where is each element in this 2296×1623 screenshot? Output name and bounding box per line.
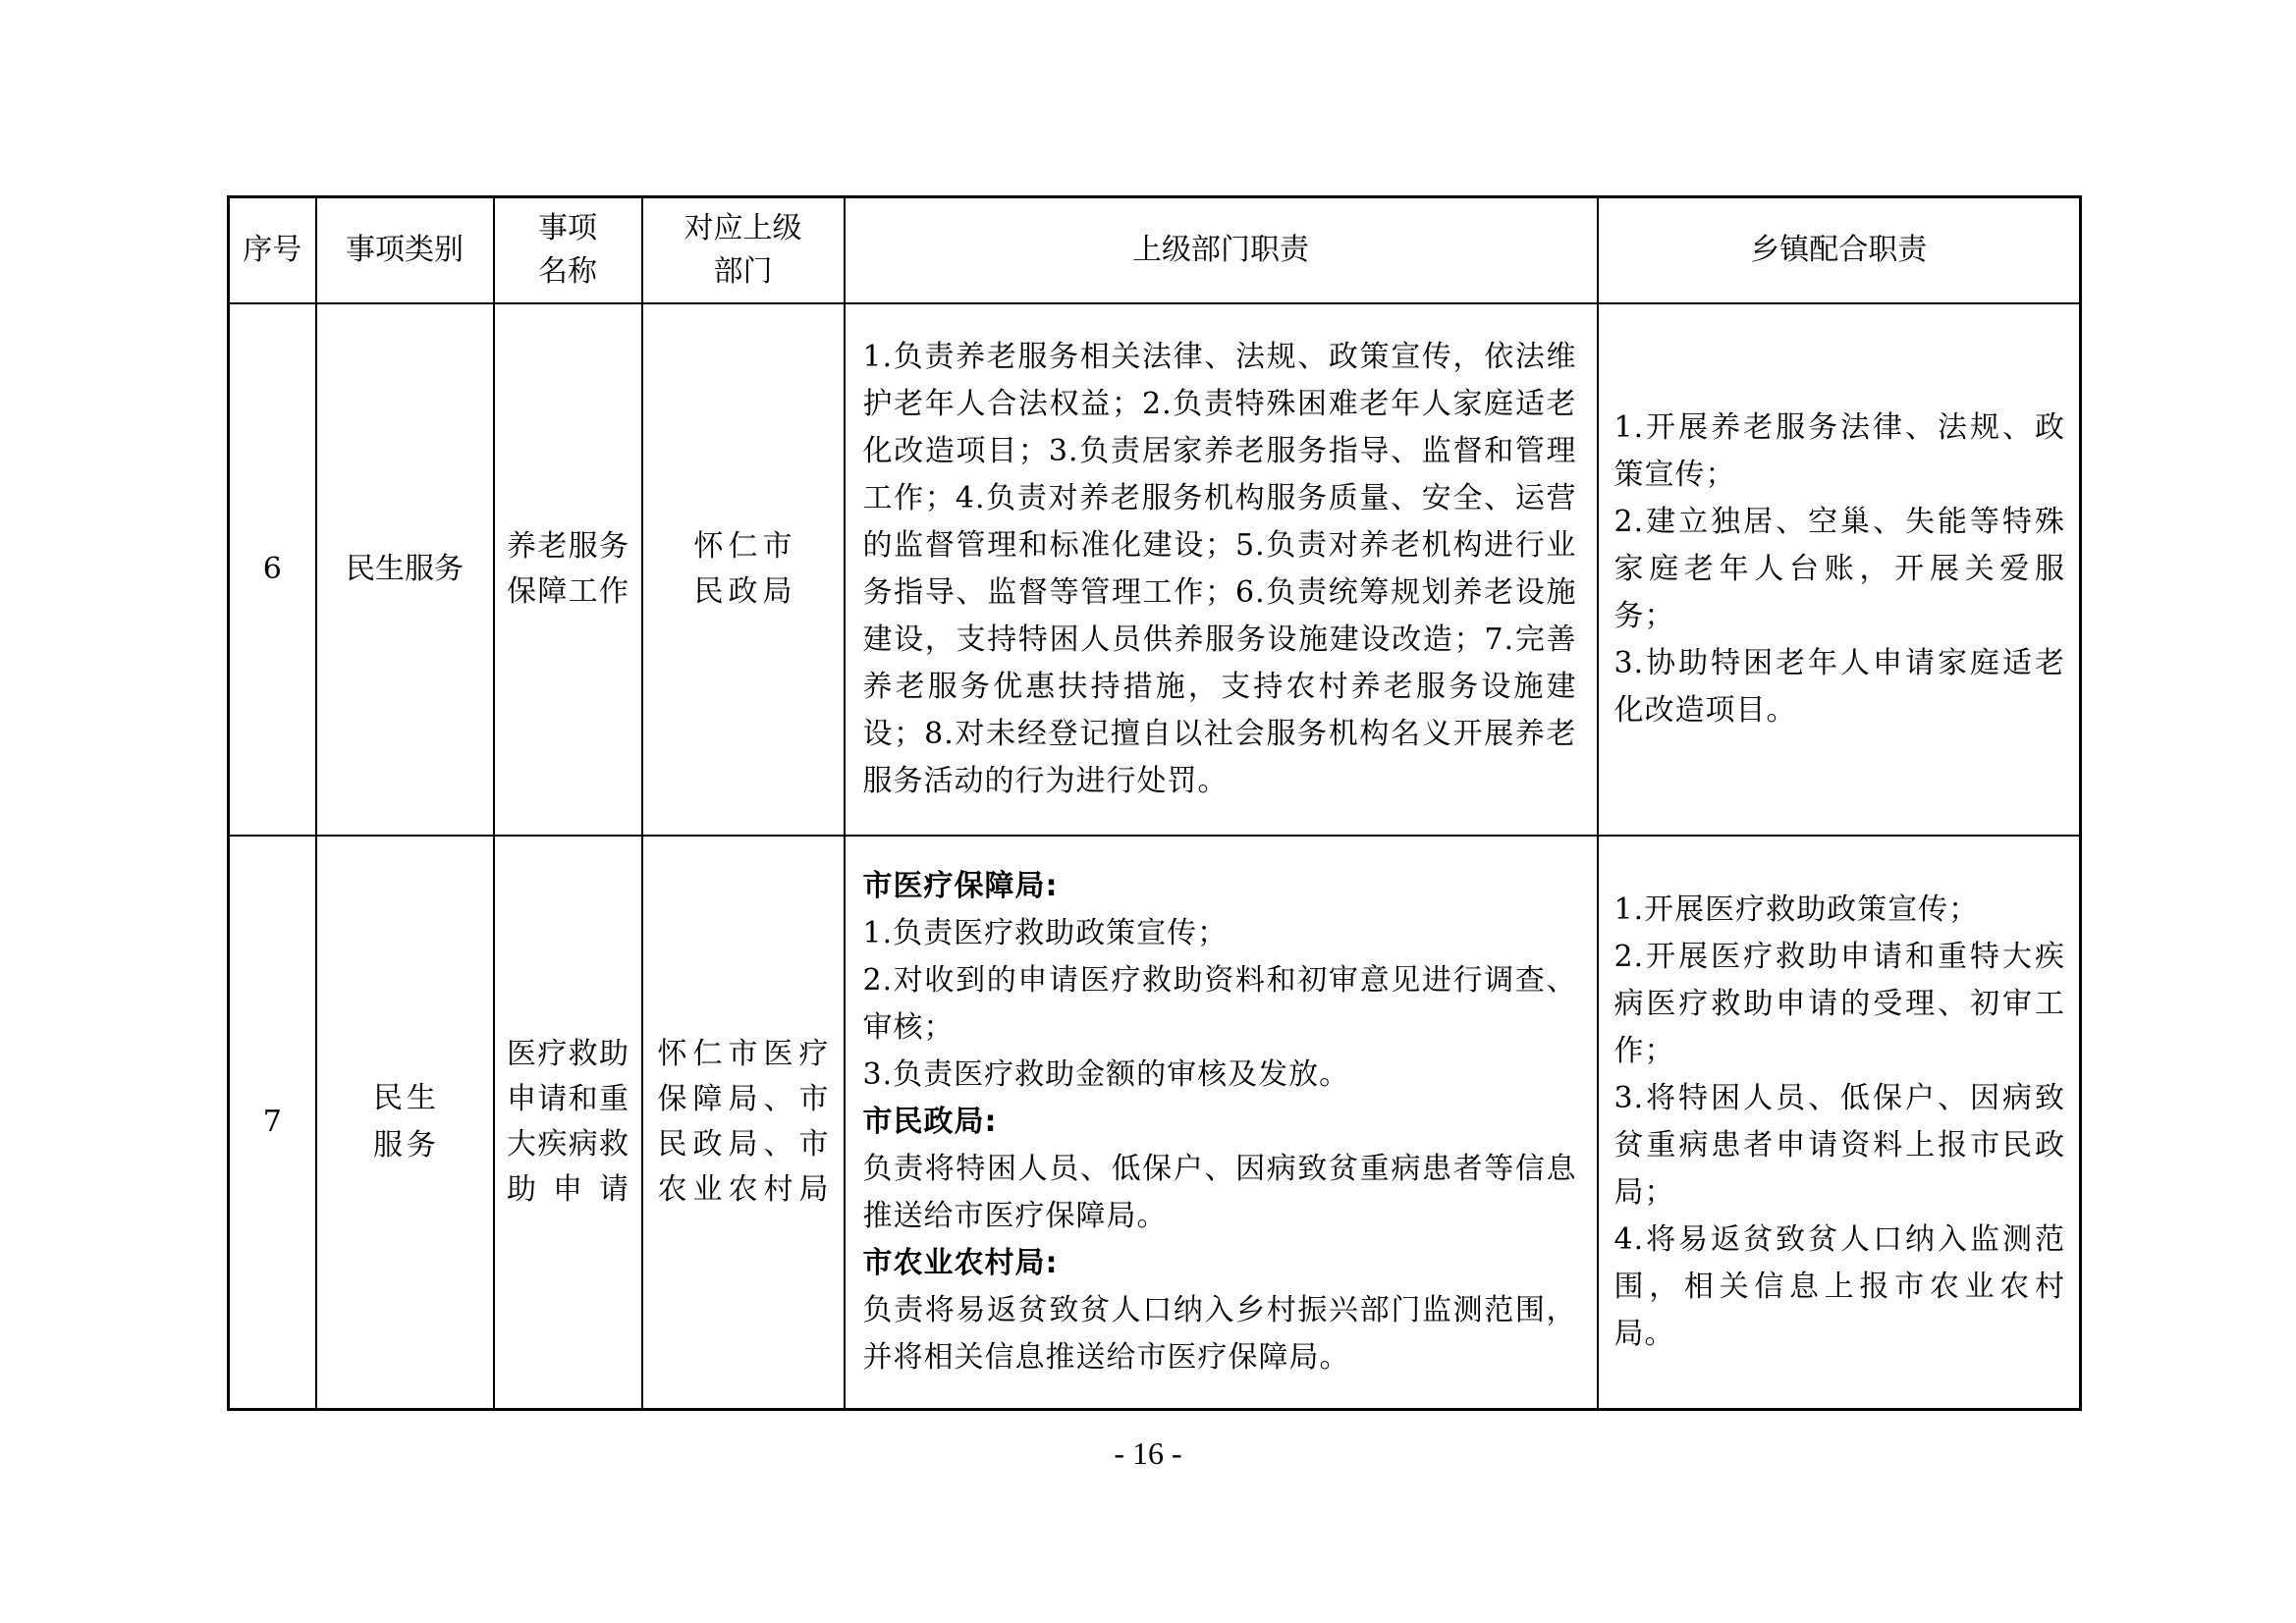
table-row (229, 303, 2081, 836)
cell-seq: 6 (229, 303, 316, 836)
cell-town-resp (1598, 303, 2081, 836)
cell-item-name: 医疗救助申请和重大疾病救助申请 (494, 836, 642, 1410)
town-resp-line: 1.开展医疗救助政策宣传； (1613, 893, 1980, 927)
cell-category: 民生服务 (316, 836, 494, 1410)
cell-upper-resp (845, 836, 1598, 1410)
town-resp-line: 3.将特困人员、低保户、因病致贫重病患者申请资料上报市民政局； (1613, 1081, 2065, 1210)
section-line: 3.负责医疗救助金额的审核及发放。 (862, 1057, 1350, 1092)
section-line: 1.负责医疗救助政策宣传； (862, 916, 1229, 950)
town-resp-line: 1.开展养老服务法律、法规、政策宣传； (1613, 410, 2065, 492)
cell-dept: 怀仁市医疗保障局、市民政局、市农业农村局 (642, 836, 845, 1410)
cell-upper-resp: 1.负责养老服务相关法律、法规、政策宣传，依法维护老年人合法权益；2.负责特殊困难老年人家庭适老化改造项目；3.负责居家养老服务指导、监督和管理工作；4.负责对养老服务机构服务质量、安全、运营的监督管理和标准化建设；5.负责对养老机构进行业务指导、监督等管理工作；6.负责统筹规划养老设施建设，支持特困人员供养服务设施建设改造；7.完善养老服务优惠扶持措施，支持农村养老服务设施建设；8.对未经登记擅自以社会服务机构名义开展养老服务活动的行为进行处罚。 (845, 303, 1598, 836)
cell-category: 民生服务 (316, 303, 494, 836)
table-row (229, 836, 2081, 1410)
section-line: 2.对收到的申请医疗救助资料和初审意见进行调查、审核； (862, 963, 1577, 1045)
header-upper-resp: 上级部门职责 (845, 197, 1598, 304)
cell-dept: 怀仁市民政局 (642, 303, 845, 836)
cell-seq: 7 (229, 836, 316, 1410)
section-dept-heading: 市民政局: (862, 1105, 998, 1139)
section-dept-heading: 市医疗保障局: (862, 869, 1059, 903)
cell-town-resp (1598, 836, 2081, 1410)
page-number: - 16 - (1114, 1435, 1182, 1471)
table-header-row (229, 197, 2081, 304)
header-item-name: 事项名称 (494, 197, 642, 304)
town-resp-line: 2.建立独居、空巢、失能等特殊家庭老年人台账，开展关爱服务； (1613, 505, 2065, 633)
header-dept: 对应上级部门 (642, 197, 845, 304)
town-resp-line: 2.开展医疗救助申请和重特大疾病医疗救助申请的受理、初审工作； (1613, 940, 2065, 1068)
town-resp-line: 3.协助特困老年人申请家庭适老化改造项目。 (1613, 646, 2065, 728)
section-dept-heading: 市农业农村局: (862, 1246, 1059, 1280)
header-town-resp: 乡镇配合职责 (1598, 197, 2081, 304)
town-resp-line: 4.将易返贫致贫人口纳入监测范围，相关信息上报市农业农村局。 (1613, 1222, 2065, 1351)
cell-item-name: 养老服务保障工作 (494, 303, 642, 836)
section-line: 负责将易返贫致贫人口纳入乡村振兴部门监测范围，并将相关信息推送给市医疗保障局。 (862, 1293, 1577, 1375)
section-line: 负责将特困人员、低保户、因病致贫重病患者等信息推送给市医疗保障局。 (862, 1152, 1577, 1233)
header-category: 事项类别 (316, 197, 494, 304)
header-seq: 序号 (229, 197, 316, 304)
responsibility-table (227, 195, 2082, 1411)
